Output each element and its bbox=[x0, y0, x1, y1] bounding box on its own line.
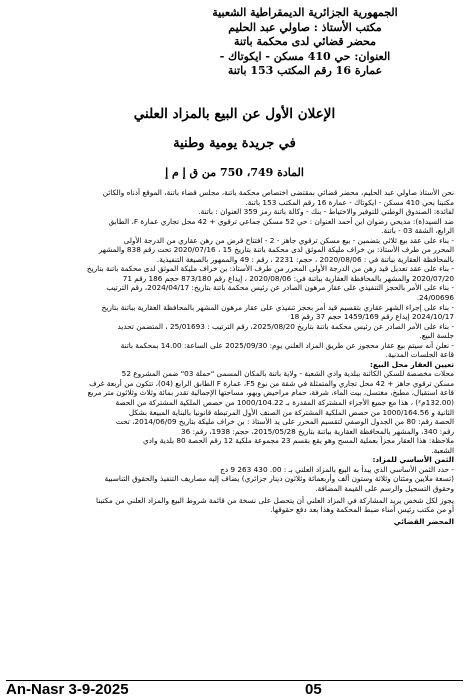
body-line: نحن الأستاذ صاولي عبد الحليم، محضر قضائي بمقتضى اختصاص محكمة باتنة، مجلس قضاء باتنة، الموقع أدناه والكائن bbox=[102, 188, 454, 197]
body-line: 24/00696. bbox=[416, 293, 454, 303]
body-line: لفائدة: الصندوق الوطني للتوفير والاحتياط - بنك - وكالة باتنة رمز 359 العنوان : باتنة. bbox=[198, 207, 454, 217]
notice-title: الإعلان الأول عن البيع بالمزاد العلني bbox=[133, 106, 336, 122]
header-line: الجمهورية الجزائرية الديمقراطية الشعبية bbox=[212, 6, 398, 19]
body-line: - بناء على الأمر بالحجز التنفيذي على عقار مرهون الصادر عن رئيس محكمة باتنة بتاريخ: 2024/04/17، رقم الترتيب bbox=[106, 283, 454, 293]
body-line: محلات مخصصة للسكن الكائنة ببلدية وادي الشعبة - ولاية باتنة بالمكان المسمى "حملة 03" ضمن المشروع 52 bbox=[121, 369, 454, 379]
body-line: أو من مكتب رئيس أمناء ضبط المحكمة وهذا بعد دفع حقوقها. bbox=[270, 505, 454, 515]
body-line: - بناء على إجراء الشهر عقاري بتقسيم قيد أمر بحجز تنفيذي على عقار مرهون المشهر بالمحافظة العقارية بباتنة بتاريخ bbox=[101, 302, 454, 312]
body-line: بالمحافظة العقارية بباتنة في : 2020/08/06 ، حجم: 2231 ، رقم : 49 والممهور بالصيغة التنفيذية. bbox=[156, 254, 454, 264]
section-heading: الثمن الأساسي للمزاد: bbox=[372, 455, 454, 465]
newspaper-name-date: An-Nasr 3-9-2025 bbox=[6, 681, 129, 698]
notice-subtitle: في جريدة يومية وطنية bbox=[173, 136, 296, 151]
body-line: ضد السيد(ة): مديحي رضوان ابن أحمد العنوان : حي 52 مسكن جماعي ترقوي + 42 محل تجاري عمارة F، الطابق bbox=[108, 216, 454, 226]
body-line: المحرر من طرف الأستاذ: بن خراف مليكة الموثق لدى محكمة باتنة بتاريخ 15 ، 2020/07/16 تحت رقم 838 والمشهر bbox=[98, 245, 454, 255]
body-line: الرابع، الشقة 03 - باتنة. bbox=[381, 226, 454, 236]
body-line: 2024/10/17 إيداع رقم 1459/169 حجم 37 رقم 18 bbox=[290, 312, 454, 322]
signature-label: المحضر القضائي bbox=[393, 516, 454, 526]
body-line: الثانية و 1000/164.56 من حصص الملكية المشتركة من الصنف الأول المرتبطة قانونيا بالبناية المبيعة بشكل bbox=[128, 407, 454, 417]
body-line: - بناء على الأمر الصادر عن رئيس محكمة باتنة بتاريخ 2025/08/20، رقم الترتيب : 25/01693 ، المتضمن تحديد bbox=[117, 321, 454, 331]
page-number: 05 bbox=[305, 681, 322, 698]
body-line: قاعة الجلسات المدنية. bbox=[385, 350, 454, 360]
bailiff-header bbox=[155, 6, 455, 79]
header-line: مكتب الأستاذ : صاولي عبد الحليم bbox=[228, 20, 382, 34]
body-line: مسكن ترقوي جاهز + 42 محل تجاري والمتمثلة في شقة من نوع F5، عمارة F الطابق الرابع (04)، تتكون من أربعة غرف bbox=[89, 378, 454, 388]
body-line: (تسعة ملايين ومئتان وثلاثة وستون ألف وأربعمائة وثلاثون دينار جزائري) يضاف إليه مصاريف التنفيذ والحقوق التناسبية bbox=[104, 474, 454, 484]
body-line: يجوز لكل شخص يريد المشاركة في المزاد العلني أن يتحصل على نسخة من قائمة شروط البيع والمزاد العلني من مكتبنا bbox=[96, 495, 454, 505]
notice-body bbox=[14, 188, 454, 526]
body-line: قاعة استقبال، مطبخ، مغتسل، بيت الماء، شرفة، حمام مراحيض وبهو، مساحتها الإجمالية تقدر بمائة وثلاث وثلاثون متر مربع bbox=[87, 388, 454, 398]
body-line: - نعلن أنه سيتم بيع عقار محجوز عن طريق المزاد العلني يوم: 2025/09/30 على الساعة: 14.00 بمحكمة باتنة bbox=[120, 340, 454, 350]
header-line: العنوان: حي 410 مسكن - ايكوتاك - bbox=[219, 49, 391, 63]
body-line: الحصة رقم: 80 من الجدول الوصفي لتقسيم المحرر على يد الأستاذ : بن خراف مليكة بتاريخ 2014/06/09، تحت bbox=[115, 417, 454, 427]
legal-article-reference: المادة 749، 750 من ق إ م إ bbox=[165, 166, 304, 179]
body-line: مكتبنا بحي 410 مسكن - ايكوتاك - عمارة 16 رقم المكتب 153 باتنة. bbox=[245, 197, 454, 207]
body-line: - حدد الثمن الأساسي الذي يبدأ به البيع بالمزاد العلني بـ : 00. 430 263 9 دج bbox=[220, 464, 454, 474]
body-line: ملاحظة: هذا العقار مجزأ بعملية المسح وهو يقع بقسم 23 مجموعة ملكية 12 رقم الحصة 80 بلدية وادي bbox=[142, 436, 454, 446]
header-line: عمارة 16 رقم المكتب 153 باتنة bbox=[227, 64, 383, 78]
body-line: 2020/07/20 والمشهر بالمحافظة العقارية بباتنة في: 2020/08/06 ، إيداع رقم 873/180 حجم 186 رقم 71 bbox=[122, 273, 454, 283]
body-line: الشعبة. bbox=[431, 445, 454, 455]
header-line: محضر قضائي لدى محكمة باتنة bbox=[233, 35, 377, 49]
body-line: جلسة البيع. bbox=[419, 331, 454, 341]
body-line: رقم: 340، والمشهر بالمحافظة العقارية بباتنة بتاريخ 2015/05/28، حجم: 1938، رقم: 36 bbox=[180, 426, 454, 436]
body-line: - بناء على عقد بيع ثلاثي بتضمين - بيع مسكن ترقوي جاهز - 2 - افتتاح قرض من رهن عقاري من الدرجة الأولى bbox=[123, 235, 454, 245]
body-line: وحقوق التسجيل والرسم على القيمة المضافة. bbox=[315, 483, 454, 493]
body-line: (132.00م²) ، هذا مع جميع الأجزاء المشتركة المقدرة بـ 1000/104.22 من حصص الملكية المشتركة من الحصة bbox=[115, 398, 454, 408]
section-heading: تعيين العقار محل البيع: bbox=[370, 359, 454, 369]
body-line: - بناء على عقد تعديل قيد رهن من الدرجة الأولى المحرر من طرف الأستاذ: بن خراف مليكة الموثق لدى محكمة باتنة بتاريخ bbox=[86, 264, 454, 274]
